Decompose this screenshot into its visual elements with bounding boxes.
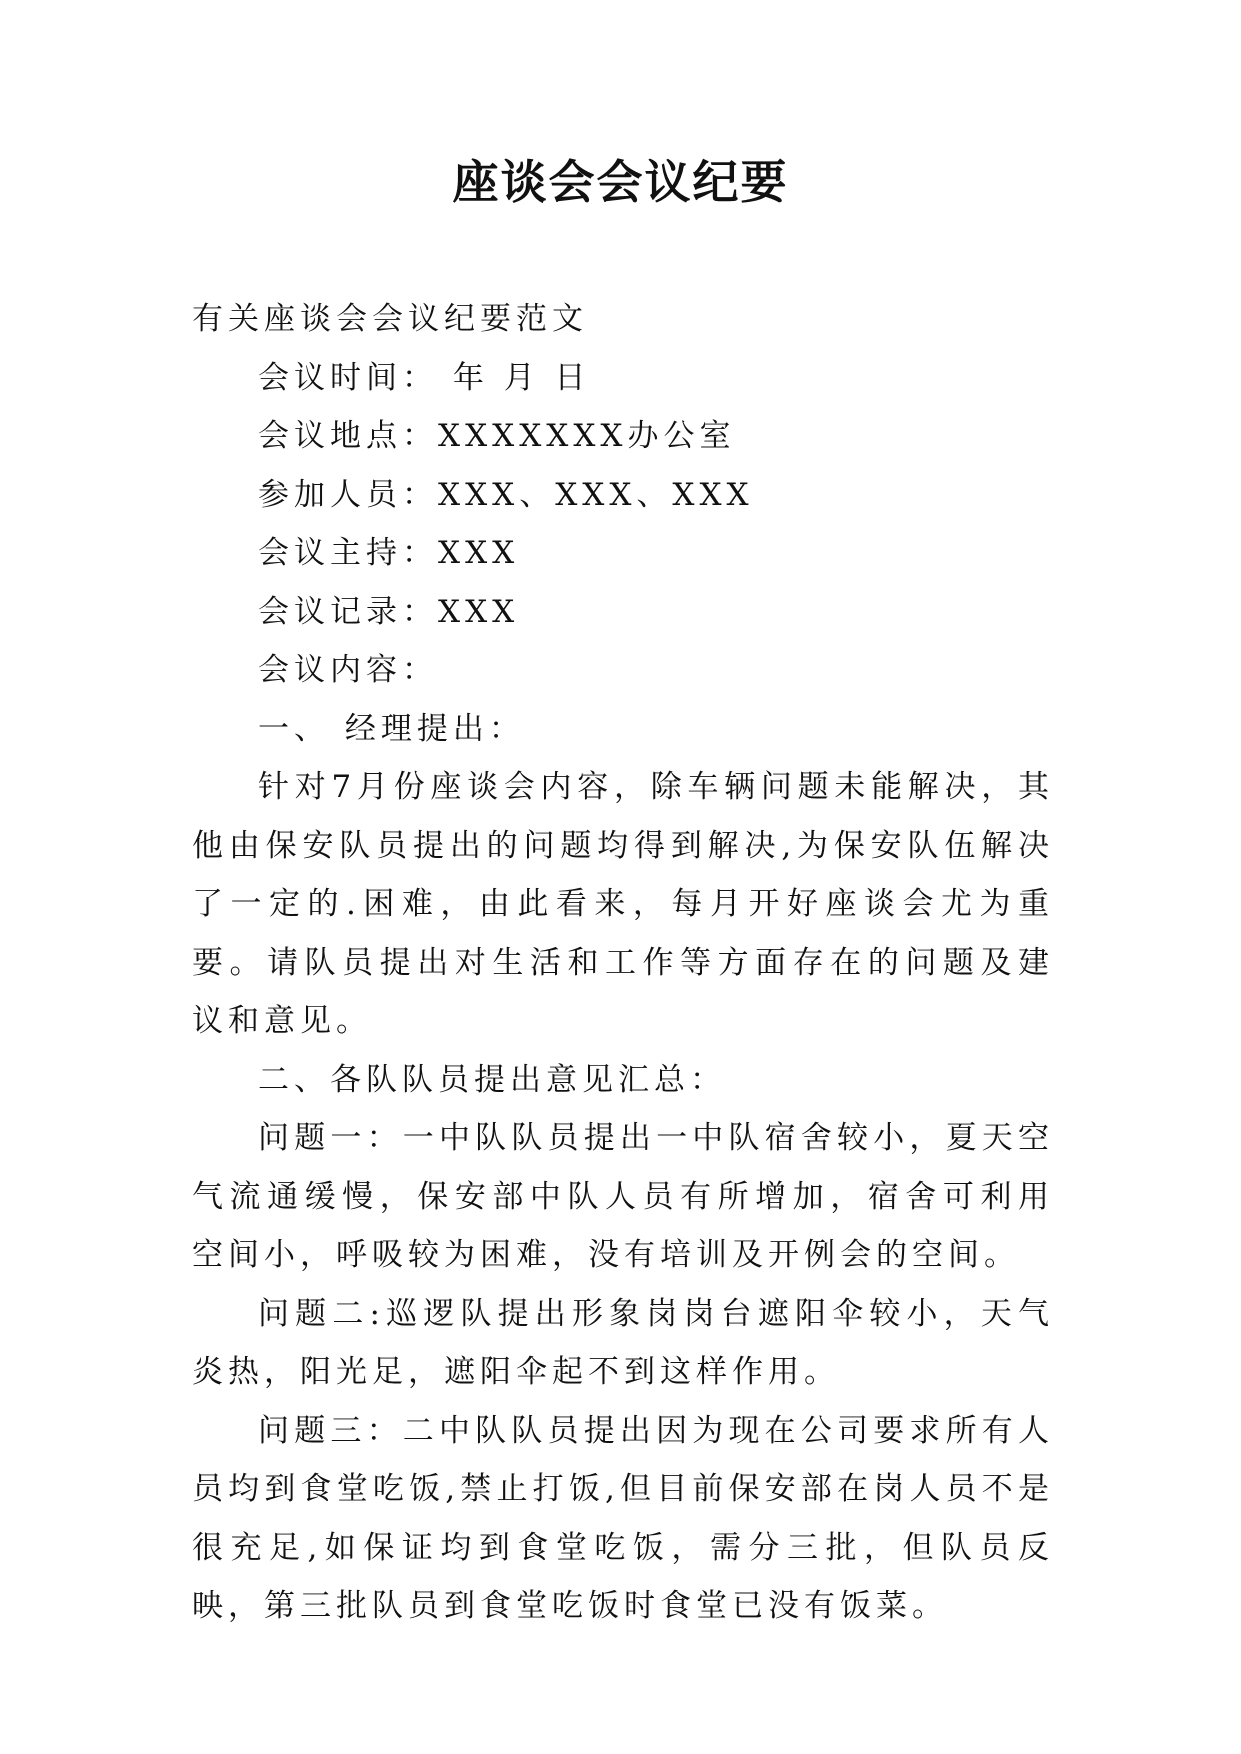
subtitle-paragraph: 有关座谈会会议纪要范文 [192, 301, 588, 337]
meeting-location: 会议地点：XXXXXXX办公室 [258, 418, 736, 454]
document-body [192, 290, 1054, 1636]
meeting-time: 会议时间： 年 月 日 [258, 359, 591, 396]
meeting-recorder: 会议记录：XXX [258, 593, 520, 630]
issue-one: 问题一：一中队队员提出一中队宿舍较小，夏天空气流通缓慢，保安部中队人员有所增加，宿舍可利用空间小，呼吸较为困难，没有培训及开例会的空间。 [192, 1120, 1054, 1273]
section-one-heading: 一、 经理提出： [258, 710, 525, 747]
meeting-attendees: 参加人员：XXX、XXX、XXX [258, 476, 754, 513]
document-title: 座谈会会议纪要 [452, 155, 789, 209]
section-two-heading: 二、各队队员提出意见汇总： [258, 1061, 726, 1098]
issue-two: 问题二:巡逻队提出形象岗岗台遮阳伞较小，天气炎热，阳光足，遮阳伞起不到这样作用。 [192, 1295, 1054, 1390]
meeting-content-heading: 会议内容： [258, 652, 438, 688]
meeting-host: 会议主持：XXX [258, 535, 520, 571]
section-one-body: 针对7月份座谈会内容，除车辆问题未能解决，其他由保安队员提出的问题均得到解决,为保安队伍解决了一定的.困难，由此看来，每月开好座谈会尤为重要。请队员提出对生活和工作等方面存在的问题及建议和意见。 [192, 769, 1054, 1039]
issue-three: 问题三：二中队队员提出因为现在公司要求所有人员均到食堂吃饭,禁止打饭,但目前保安部在岗人员不是很充足,如保证均到食堂吃饭，需分三批，但队员反映，第三批队员到食堂吃饭时食堂已没有饭菜。 [192, 1412, 1054, 1624]
